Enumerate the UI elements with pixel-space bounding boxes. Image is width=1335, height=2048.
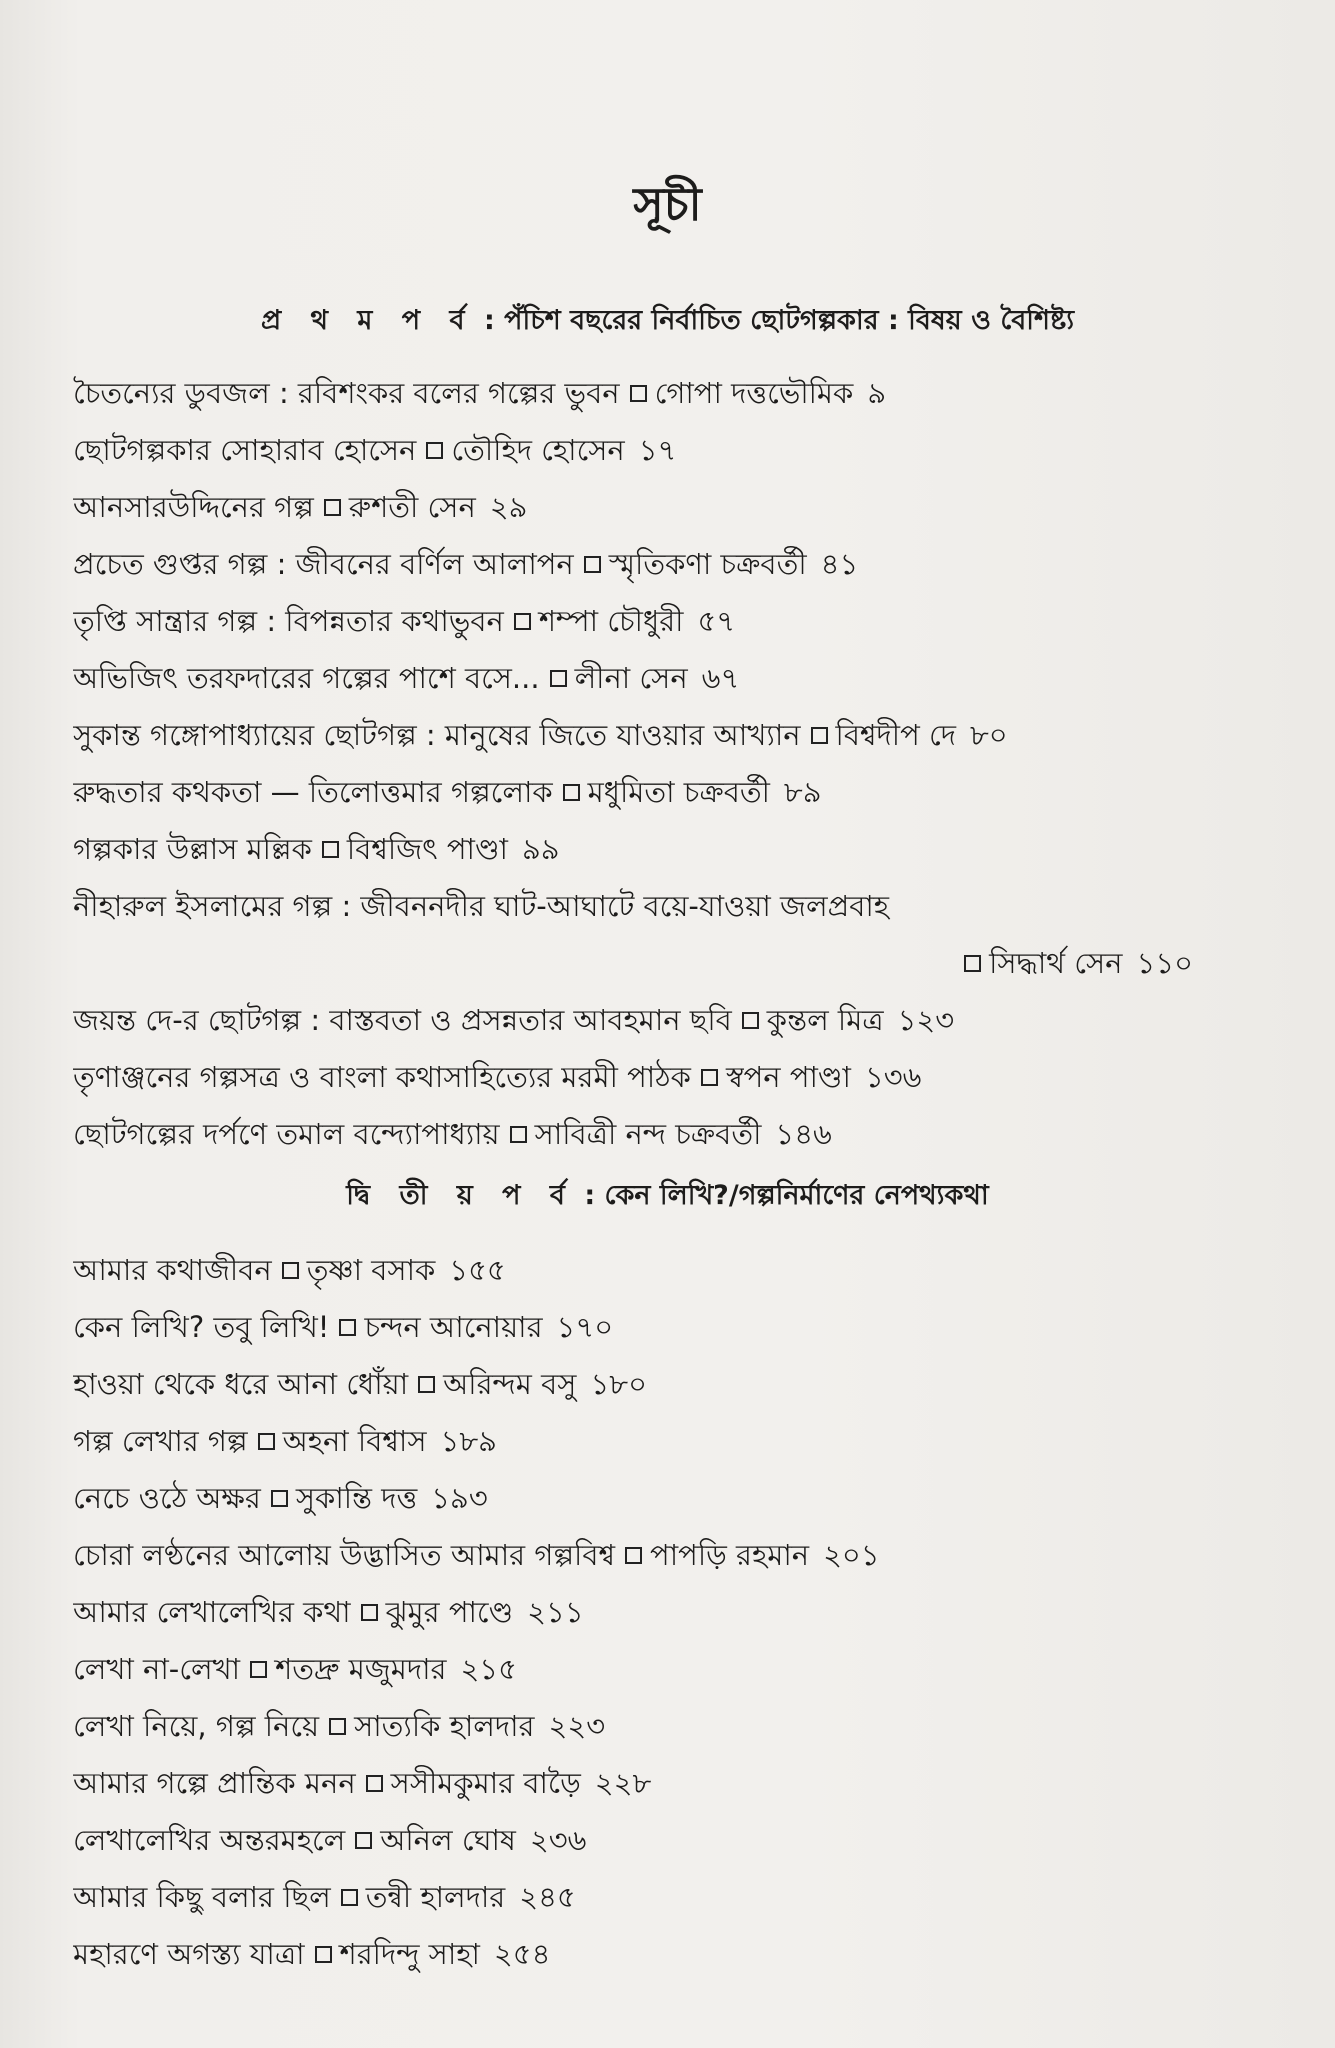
box-bullet-icon	[625, 1547, 642, 1564]
entry-author: সিদ্ধার্থ সেন	[989, 946, 1123, 980]
entry-author: অহনা বিশ্বাস	[282, 1424, 427, 1458]
entry-page-number: ১৪৬	[775, 1117, 832, 1151]
toc-entry[interactable]	[73, 1299, 1293, 1356]
entry-page-number: ৪১	[820, 547, 859, 581]
box-bullet-icon	[282, 1262, 299, 1279]
entry-page-number: ২২৩	[548, 1709, 606, 1743]
entry-page-number: ২৯	[489, 490, 528, 524]
box-bullet-icon	[964, 955, 981, 972]
entry-author: লীনা সেন	[574, 661, 688, 695]
entry-author: শতদ্রু মজুমদার	[275, 1652, 447, 1686]
entry-author: পাপড়ি রহমান	[650, 1538, 810, 1572]
entry-page-number: ১৭	[638, 433, 677, 467]
entry-title: গল্পকার উল্লাস মল্লিক	[73, 832, 312, 866]
part2-label: দ্বি তী য় প র্ব	[346, 1180, 575, 1211]
entry-title: লেখা নিয়ে, গল্প নিয়ে	[73, 1709, 320, 1743]
toc-entry[interactable]	[73, 536, 1293, 593]
entry-author: চন্দন আনোয়ার	[364, 1310, 543, 1344]
box-bullet-icon	[322, 841, 339, 858]
entry-page-number: ১৭০	[556, 1310, 614, 1344]
entry-page-number: ২১৫	[460, 1652, 517, 1686]
part2-heading	[0, 1175, 1335, 1220]
toc-entry[interactable]	[73, 1641, 1293, 1698]
entry-title: অভিজিৎ তরফদারের গল্পের পাশে বসে...	[73, 661, 540, 695]
toc-entry[interactable]	[73, 1869, 1293, 1926]
part1-heading	[0, 300, 1335, 345]
box-bullet-icon	[366, 1775, 383, 1792]
box-bullet-icon	[341, 1889, 358, 1906]
box-bullet-icon	[742, 1012, 759, 1029]
entry-author: শম্পা চৌধুরী	[538, 604, 684, 638]
entry-title: ছোটগল্পের দর্পণে তমাল বন্দ্যোপাধ্যায়	[73, 1117, 500, 1151]
entry-title: নীহারুল ইসলামের গল্প : জীবননদীর ঘাট-আঘাটে বয়ে-যাওয়া জলপ্রবাহ	[73, 889, 890, 923]
toc-entry[interactable]	[73, 1812, 1293, 1869]
toc-entry[interactable]	[73, 992, 1293, 1049]
entry-author: তৌহিদ হোসেন	[451, 433, 625, 467]
part2-toc	[73, 1242, 1293, 1983]
box-bullet-icon	[584, 556, 601, 573]
entry-title: রুদ্ধতার কথকতা — তিলোত্তমার গল্পলোক	[73, 775, 553, 809]
part1-toc	[73, 365, 1293, 1163]
toc-entry[interactable]	[73, 1755, 1293, 1812]
entry-author: রুশতী সেন	[348, 490, 476, 524]
entry-page-number: ১৯৩	[431, 1481, 488, 1515]
box-bullet-icon	[811, 727, 828, 744]
toc-entry[interactable]	[73, 1242, 1293, 1299]
box-bullet-icon	[324, 499, 341, 516]
entry-title: সুকান্ত গঙ্গোপাধ্যায়ের ছোটগল্প : মানুষের জিতে যাওয়ার আখ্যান	[73, 718, 801, 752]
entry-title: আমার গল্পে প্রান্তিক মনন	[73, 1766, 356, 1800]
box-bullet-icon	[339, 1319, 356, 1336]
toc-entry[interactable]	[73, 593, 1293, 650]
entry-title: তৃণাঞ্জনের গল্পসত্র ও বাংলা কথাসাহিত্যের মরমী পাঠক	[73, 1060, 691, 1094]
entry-author: বিশ্বদীপ দে	[835, 718, 956, 752]
entry-author: শরদিন্দু সাহা	[339, 1937, 480, 1971]
entry-title: চোরা লণ্ঠনের আলোয় উদ্ভাসিত আমার গল্পবিশ্ব	[73, 1538, 616, 1572]
toc-entry[interactable]	[73, 365, 1293, 422]
box-bullet-icon	[329, 1718, 346, 1735]
entry-page-number: ৬৭	[701, 661, 740, 695]
entry-title: তৃপ্তি সান্ত্রার গল্প : বিপন্নতার কথাভুবন	[73, 604, 504, 638]
entry-title: লেখালেখির অন্তরমহলে	[73, 1823, 346, 1857]
entry-author: তন্বী হালদার	[365, 1880, 506, 1914]
box-bullet-icon	[355, 1832, 372, 1849]
toc-entry[interactable]	[73, 1413, 1293, 1470]
entry-title: আনসারউদ্দিনের গল্প	[73, 490, 314, 524]
page-title: সূচী	[633, 177, 702, 231]
entry-page-number: ২৩৬	[529, 1823, 587, 1857]
entry-title: মহারণে অগস্ত্য যাত্রা	[73, 1937, 305, 1971]
entry-title: জয়ন্ত দে-র ছোটগল্প : বাস্তবতা ও প্রসন্নতার আবহমান ছবি	[73, 1003, 732, 1037]
entry-title: আমার কথাজীবন	[73, 1253, 272, 1287]
entry-title: আমার লেখালেখির কথা	[73, 1595, 351, 1629]
toc-entry[interactable]	[73, 1926, 1293, 1983]
box-bullet-icon	[258, 1433, 275, 1450]
box-bullet-icon	[510, 1126, 527, 1143]
toc-entry[interactable]	[73, 1049, 1293, 1106]
entry-title: ছোটগল্পকার সোহারাব হোসেন	[73, 433, 417, 467]
entry-title: নেচে ওঠে অক্ষর	[73, 1481, 261, 1515]
part1-subtitle: : পঁচিশ বছরের নির্বাচিত ছোটগল্পকার : বিষয় ও বৈশিষ্ট্য	[474, 305, 1075, 336]
entry-author: তৃষ্ণা বসাক	[306, 1253, 436, 1287]
entry-author: অরিন্দম বসু	[443, 1367, 577, 1401]
entry-title: প্রচেত গুপ্তর গল্প : জীবনের বর্ণিল আলাপন	[73, 547, 574, 581]
part1-label: প্র থ ম প র্ব	[260, 305, 475, 336]
part2-subtitle: : কেন লিখি?/গল্পনির্মাণের নেপথ্যকথা	[574, 1180, 989, 1211]
entry-author: সাত্যকি হালদার	[354, 1709, 535, 1743]
toc-entry[interactable]	[73, 821, 1293, 878]
entry-page-number: ১৩৬	[864, 1060, 922, 1094]
entry-page-number: ২৪৫	[519, 1880, 576, 1914]
entry-author: স্বপন পাণ্ডা	[725, 1060, 851, 1094]
entry-author: সুকান্তি দত্ত	[295, 1481, 418, 1515]
entry-page-number: ৮০	[969, 718, 1008, 752]
entry-page-number: ১৮৯	[440, 1424, 497, 1458]
box-bullet-icon	[418, 1376, 435, 1393]
entry-title: হাওয়া থেকে ধরে আনা ধোঁয়া	[73, 1367, 409, 1401]
entry-page-number: ২০১	[823, 1538, 880, 1572]
entry-author: গোপা দত্তভৌমিক	[654, 376, 854, 410]
entry-page-number: ৫৭	[697, 604, 736, 638]
box-bullet-icon	[563, 784, 580, 801]
toc-entry[interactable]	[73, 650, 1293, 707]
entry-page-number: ১২৩	[897, 1003, 955, 1037]
box-bullet-icon	[550, 670, 567, 687]
entry-author: মধুমিতা চক্রবর্তী	[587, 775, 770, 809]
entry-author: ঝুমুর পাণ্ডে	[385, 1595, 514, 1629]
toc-entry[interactable]	[73, 1527, 1293, 1584]
toc-entry[interactable]	[73, 1584, 1293, 1641]
toc-entry[interactable]	[73, 1470, 1293, 1527]
box-bullet-icon	[701, 1069, 718, 1086]
entry-page-number: ১৮০	[590, 1367, 647, 1401]
box-bullet-icon	[250, 1661, 267, 1678]
entry-title: লেখা না-লেখা	[73, 1652, 241, 1686]
box-bullet-icon	[630, 385, 647, 402]
entry-title: গল্প লেখার গল্প	[73, 1424, 248, 1458]
entry-title: আমার কিছু বলার ছিল	[73, 1880, 331, 1914]
toc-entry[interactable]	[73, 707, 1293, 764]
entry-page-number: ১১০	[1136, 946, 1193, 980]
entry-title: চৈতন্যের ডুবজল : রবিশংকর বলের গল্পের ভুবন	[73, 376, 620, 410]
toc-entry[interactable]	[73, 1698, 1293, 1755]
entry-page-number: ২২৮	[594, 1766, 652, 1800]
entry-author: সসীমকুমার বাড়ৈ	[390, 1766, 581, 1800]
toc-entry[interactable]	[73, 1106, 1293, 1163]
box-bullet-icon	[361, 1604, 378, 1621]
toc-entry[interactable]	[73, 422, 1293, 479]
entry-page-number: ৯	[867, 376, 887, 410]
toc-entry[interactable]	[73, 479, 1293, 536]
entry-author: সাবিত্রী নন্দ চক্রবর্তী	[534, 1117, 762, 1151]
box-bullet-icon	[514, 613, 531, 630]
entry-page-number: ২৫৪	[493, 1937, 551, 1971]
box-bullet-icon	[315, 1946, 332, 1963]
toc-entry[interactable]	[73, 764, 1293, 821]
entry-author: বিশ্বজিৎ পাণ্ডা	[346, 832, 508, 866]
entry-page-number: ৯৯	[521, 832, 560, 866]
entry-title: কেন লিখি? তবু লিখি!	[73, 1310, 330, 1344]
toc-entry[interactable]	[73, 1356, 1293, 1413]
entry-page-number: ১৫৫	[449, 1253, 506, 1287]
entry-author: অনিল ঘোষ	[380, 1823, 516, 1857]
entry-author: কুন্তল মিত্র	[766, 1003, 884, 1037]
box-bullet-icon	[426, 442, 443, 459]
entry-page-number: ২১১	[527, 1595, 584, 1629]
toc-entry[interactable]	[73, 878, 1293, 992]
entry-page-number: ৮৯	[783, 775, 822, 809]
entry-author: স্মৃতিকণা চক্রবর্তী	[608, 547, 807, 581]
box-bullet-icon	[271, 1490, 288, 1507]
